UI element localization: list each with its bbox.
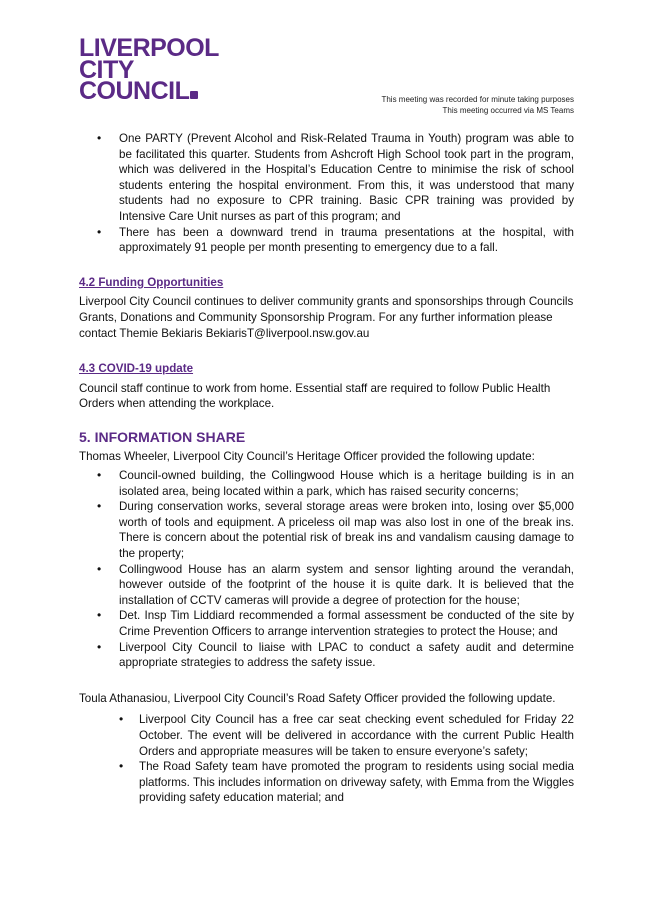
road-safety-bullet-list — [79, 712, 574, 806]
heritage-bullet-list — [79, 468, 574, 671]
intro-bullet-list — [79, 131, 574, 256]
list-item: • Collingwood House has an alarm system and sensor lighting around the verandah, however outside of the footprint of the house it is quite dark. It is believed that the installation of CCTV cameras will provide a degree of protection for the house; — [79, 562, 574, 609]
document-body — [79, 131, 574, 806]
heritage-intro: Thomas Wheeler, Liverpool City Council’s Heritage Officer provided the following update: — [79, 449, 535, 463]
list-item: • During conservation works, several storage areas were broken into, losing over $5,000 worth of tools and equipment. A priceless oil map was also lost in one of the break ins. There is concern about the potential risk of break ins and vandalism causing damage to the property; — [79, 499, 574, 561]
list-item: • The Road Safety team have promoted the program to residents using social media platforms. This includes information on driveway safety, with Emma from the Wiggles providing safety education material; and — [79, 759, 574, 806]
logo-line-3: COUNCIL — [79, 77, 190, 105]
logo-line-3-wrap — [79, 77, 219, 105]
logo-line-1: LIVERPOOL — [79, 34, 219, 62]
list-item: • Liverpool City Council has a free car seat checking event scheduled for Friday 22 October. The event will be delivered in accordance with the current Public Health Orders and appropriate measures will be taken to ensure everyone’s safety; — [79, 712, 574, 759]
list-item: • Det. Insp Tim Liddiard recommended a formal assessment be conducted of the site by Crime Prevention Officers to arrange intervention strategies to protect the House; and — [79, 608, 574, 639]
list-item: • One PARTY (Prevent Alcohol and Risk-Related Trauma in Youth) program was able to be facilitated this quarter. Students from Ashcroft High School took part in the program, which was delivered in the Hospital’s Education Centre to minimise the risk of school students entering the hospital environment. From this, it was understood that many students had no exposure to CPR training. Basic CPR training was provided by Intensive Care Unit nurses as part of this program; and — [79, 131, 574, 225]
covid-heading: 4.3 COVID-19 update — [79, 362, 194, 376]
list-item: • Liverpool City Council to liaise with LPAC to conduct a safety audit and determine appropriate strategies to address the safety issue. — [79, 640, 574, 671]
covid-body: Council staff continue to work from home. Essential staff are required to follow Public Health Orders when attending the workplace. — [79, 381, 551, 411]
funding-heading: 4.2 Funding Opportunities — [79, 275, 224, 289]
road-safety-intro: Toula Athanasiou, Liverpool City Council’s Road Safety Officer provided the following update. — [79, 691, 556, 705]
logo-square-icon — [190, 91, 198, 99]
recording-note: This meeting was recorded for minute taking purposes — [381, 95, 574, 104]
teams-note: This meeting occurred via MS Teams — [442, 105, 574, 115]
information-share-heading: 5. INFORMATION SHARE — [79, 428, 246, 445]
meeting-note — [381, 95, 574, 116]
council-logo — [79, 34, 219, 105]
logo-line-2: CITY — [79, 55, 134, 84]
list-item: • Council-owned building, the Collingwood House which is a heritage building is in an isolated area, being located within a park, which has raised security concerns; — [79, 468, 574, 499]
list-item: • There has been a downward trend in trauma presentations at the hospital, with approximately 91 people per month presenting to emergency due to a fall. — [79, 225, 574, 256]
funding-body: Liverpool City Council continues to deliver community grants and sponsorships through Councils Grants, Donations and Community Sponsorship Program. For any further information please contact Themie Bekiaris BekiarisT@liverpool.nsw.gov.au — [79, 295, 574, 340]
